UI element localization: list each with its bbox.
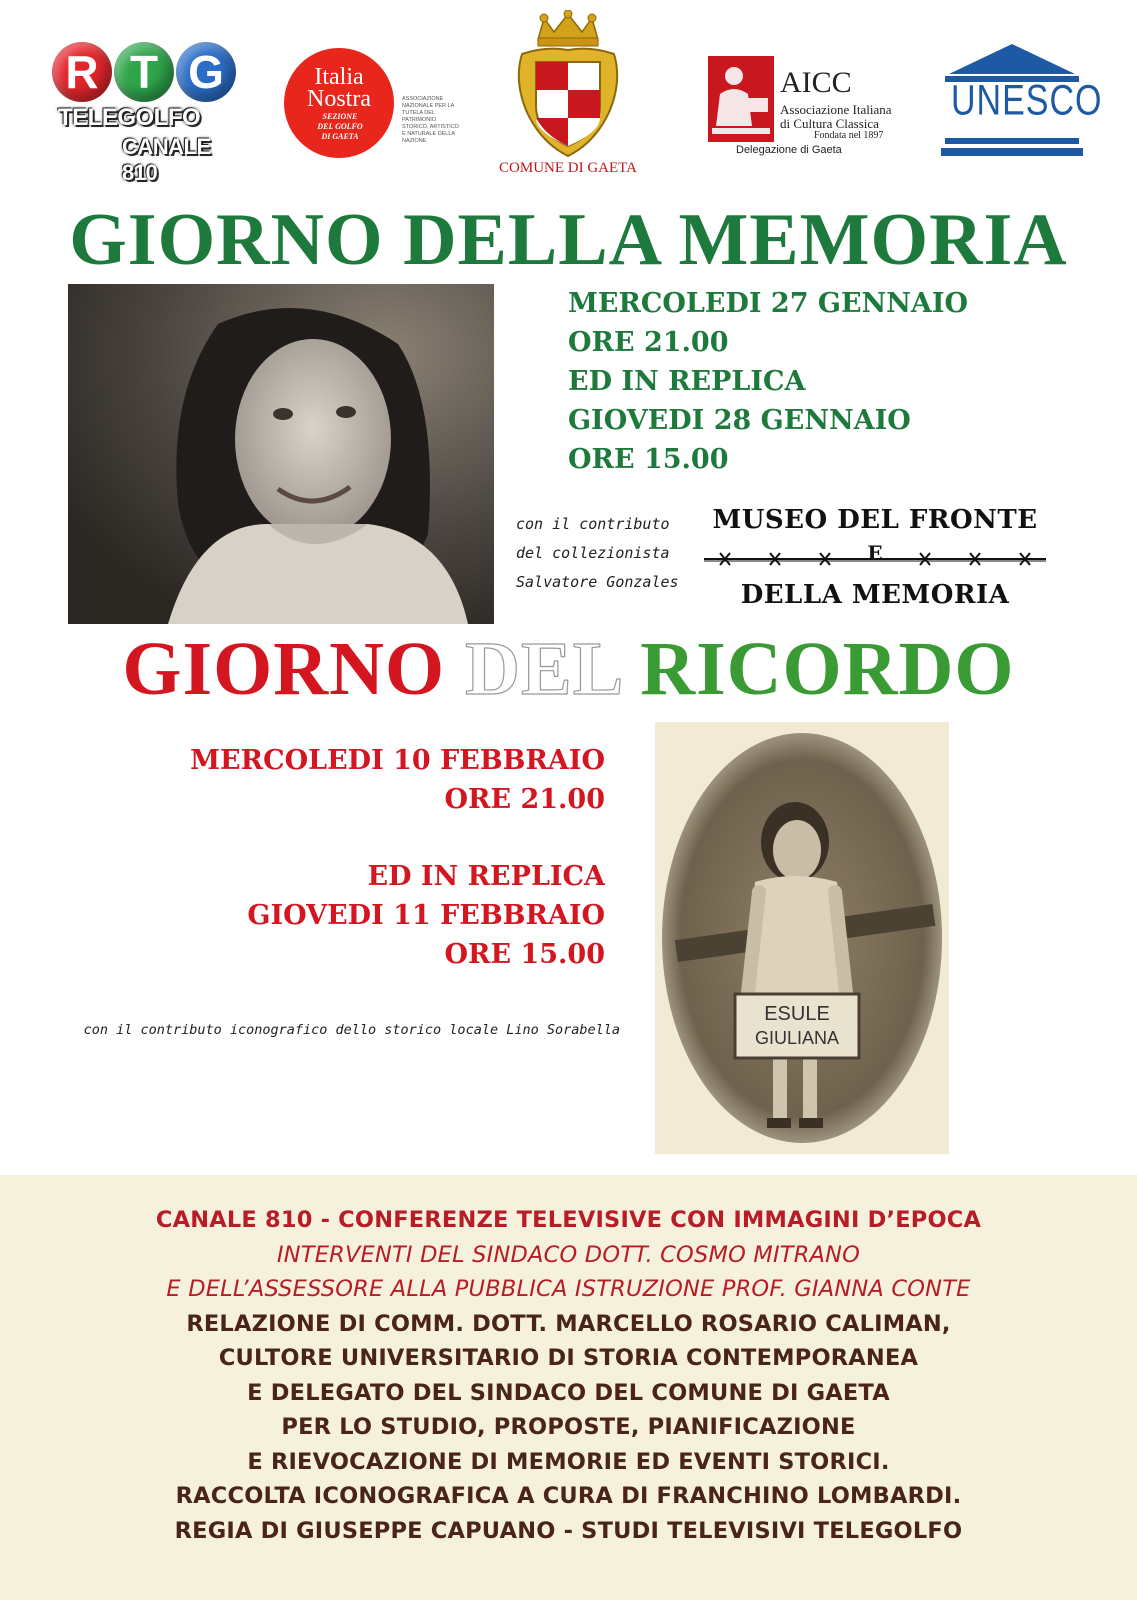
crest-icon (492, 10, 644, 160)
italia-title-line2: Nostra (307, 86, 371, 112)
memoria-contribution-line: con il contributo (516, 515, 670, 533)
italia-nostra-description: ASSOCIAZIONE NAZIONALE PER LA TUTELA DEL PATRIMONIO STORICO, ARTISTICO E NATURALE DELLA NAZIONE (402, 96, 459, 144)
ricordo-schedule-line: ED IN REPLICA (367, 861, 605, 892)
ricordo-title-part2: DEL (465, 627, 621, 711)
unesco-word: UNESCO (951, 77, 1103, 125)
italia-title-line1: Italia (314, 64, 364, 90)
footer-line: REGIA DI GIUSEPPE CAPUANO - STUDI TELEVISIVI TELEGOLFO (174, 1517, 963, 1544)
footer-text (0, 1203, 1137, 1548)
memoria-contribution (516, 510, 696, 597)
footer-band (0, 1175, 1137, 1600)
memoria-contribution-line: del collezionista (516, 544, 670, 562)
italia-nostra-title (284, 66, 394, 110)
memoria-schedule-line: MERCOLEDI 27 GENNAIO (568, 288, 968, 319)
sign-line2: GIULIANA (754, 1028, 840, 1048)
aicc-line2: di Cultura Classica (780, 116, 879, 131)
rtg-letter-t: T (114, 42, 174, 102)
aicc-founded: Fondata nel 1897 (814, 130, 884, 141)
memoria-schedule (568, 284, 968, 479)
rtg-letter-balls (52, 42, 236, 102)
ricordo-title-part1: GIORNO (122, 627, 446, 711)
rtg-name: TELEGOLFO (58, 104, 201, 131)
memoria-schedule-line: ED IN REPLICA (568, 366, 806, 397)
aicc-title: AICC (780, 66, 852, 99)
ricordo-exile-photo (655, 722, 949, 1154)
schedule-spacer (100, 819, 605, 857)
exile-girl-image (655, 722, 949, 1154)
footer-line-channel: CANALE 810 - CONFERENZE TELEVISIVE CON IMMAGINI D’EPOCA (155, 1207, 982, 1233)
memoria-portrait-photo (68, 284, 494, 624)
italia-nostra-section (298, 112, 382, 142)
italia-sub-line1: SEZIONE (322, 112, 358, 121)
footer-line: RACCOLTA ICONOGRAFICA A CURA DI FRANCHINO LOMBARDI. (175, 1483, 962, 1509)
italia-nostra-logo (284, 48, 459, 163)
aicc-line1: Associazione Italiana (780, 102, 892, 117)
rtg-letter-g: G (176, 42, 236, 102)
rtg-letter-r: R (52, 42, 112, 102)
ricordo-title-part3: RICORDO (640, 627, 1015, 711)
ricordo-schedule-line: GIOVEDI 11 FEBBRAIO (247, 900, 605, 931)
ricordo-schedule-line: ORE 21.00 (444, 784, 605, 815)
rtg-telegolfo-logo (50, 42, 240, 185)
footer-line: RELAZIONE DI COMM. DOTT. MARCELLO ROSARIO CALIMAN, (186, 1310, 951, 1337)
footer-line: CULTORE UNIVERSITARIO DI STORIA CONTEMPORANEA (218, 1345, 919, 1371)
italia-sub-line3: DI GAETA (321, 132, 359, 141)
rtg-channel: CANALE 810 (122, 134, 211, 185)
aicc-emblem-icon (706, 54, 776, 144)
ricordo-schedule-line: MERCOLEDI 10 FEBBRAIO (190, 745, 605, 776)
unesco-logo (937, 40, 1103, 160)
footer-line: E DELEGATO DEL SINDACO DEL COMUNE DI GAETA (247, 1379, 890, 1406)
aicc-delegation: Delegazione di Gaeta (736, 144, 842, 156)
footer-line: PER LO STUDIO, PROPOSTE, PIANIFICAZIONE (281, 1414, 856, 1440)
footer-line-mayor: INTERVENTI DEL SINDACO DOTT. COSMO MITRANO (276, 1241, 861, 1268)
ricordo-schedule (100, 741, 605, 974)
ricordo-title (0, 626, 1137, 713)
comune-di-gaeta-crest (492, 10, 644, 180)
comune-name: COMUNE DI GAETA (499, 160, 637, 176)
museo-line1: MUSEO DEL FRONTE (712, 505, 1038, 535)
ricordo-schedule-line: ORE 15.00 (444, 939, 605, 970)
aicc-logo (706, 54, 916, 164)
memoria-schedule-line: ORE 21.00 (568, 327, 729, 358)
portrait-girl-image (68, 284, 494, 624)
footer-line: E RIEVOCAZIONE DI MEMORIE ED EVENTI STORICI. (247, 1448, 890, 1475)
museo-del-fronte-logo (700, 505, 1050, 615)
memoria-contribution-line: Salvatore Gonzales (516, 573, 679, 591)
ricordo-contribution: con il contributo iconografico dello storico locale Lino Sorabella (83, 1022, 620, 1038)
museo-connector: E (867, 541, 883, 565)
memoria-schedule-line: ORE 15.00 (568, 444, 729, 475)
footer-line-councillor: E DELL’ASSESSORE ALLA PUBBLICA ISTRUZIONE PROF. GIANNA CONTE (166, 1276, 971, 1302)
italia-sub-line2: DEL GOLFO (317, 122, 363, 131)
sign-line1: ESULE (764, 1003, 830, 1025)
memoria-schedule-line: GIOVEDI 28 GENNAIO (568, 405, 911, 436)
memoria-title: GIORNO DELLA MEMORIA (69, 199, 1068, 281)
museo-line2: DELLA MEMORIA (740, 580, 1010, 610)
